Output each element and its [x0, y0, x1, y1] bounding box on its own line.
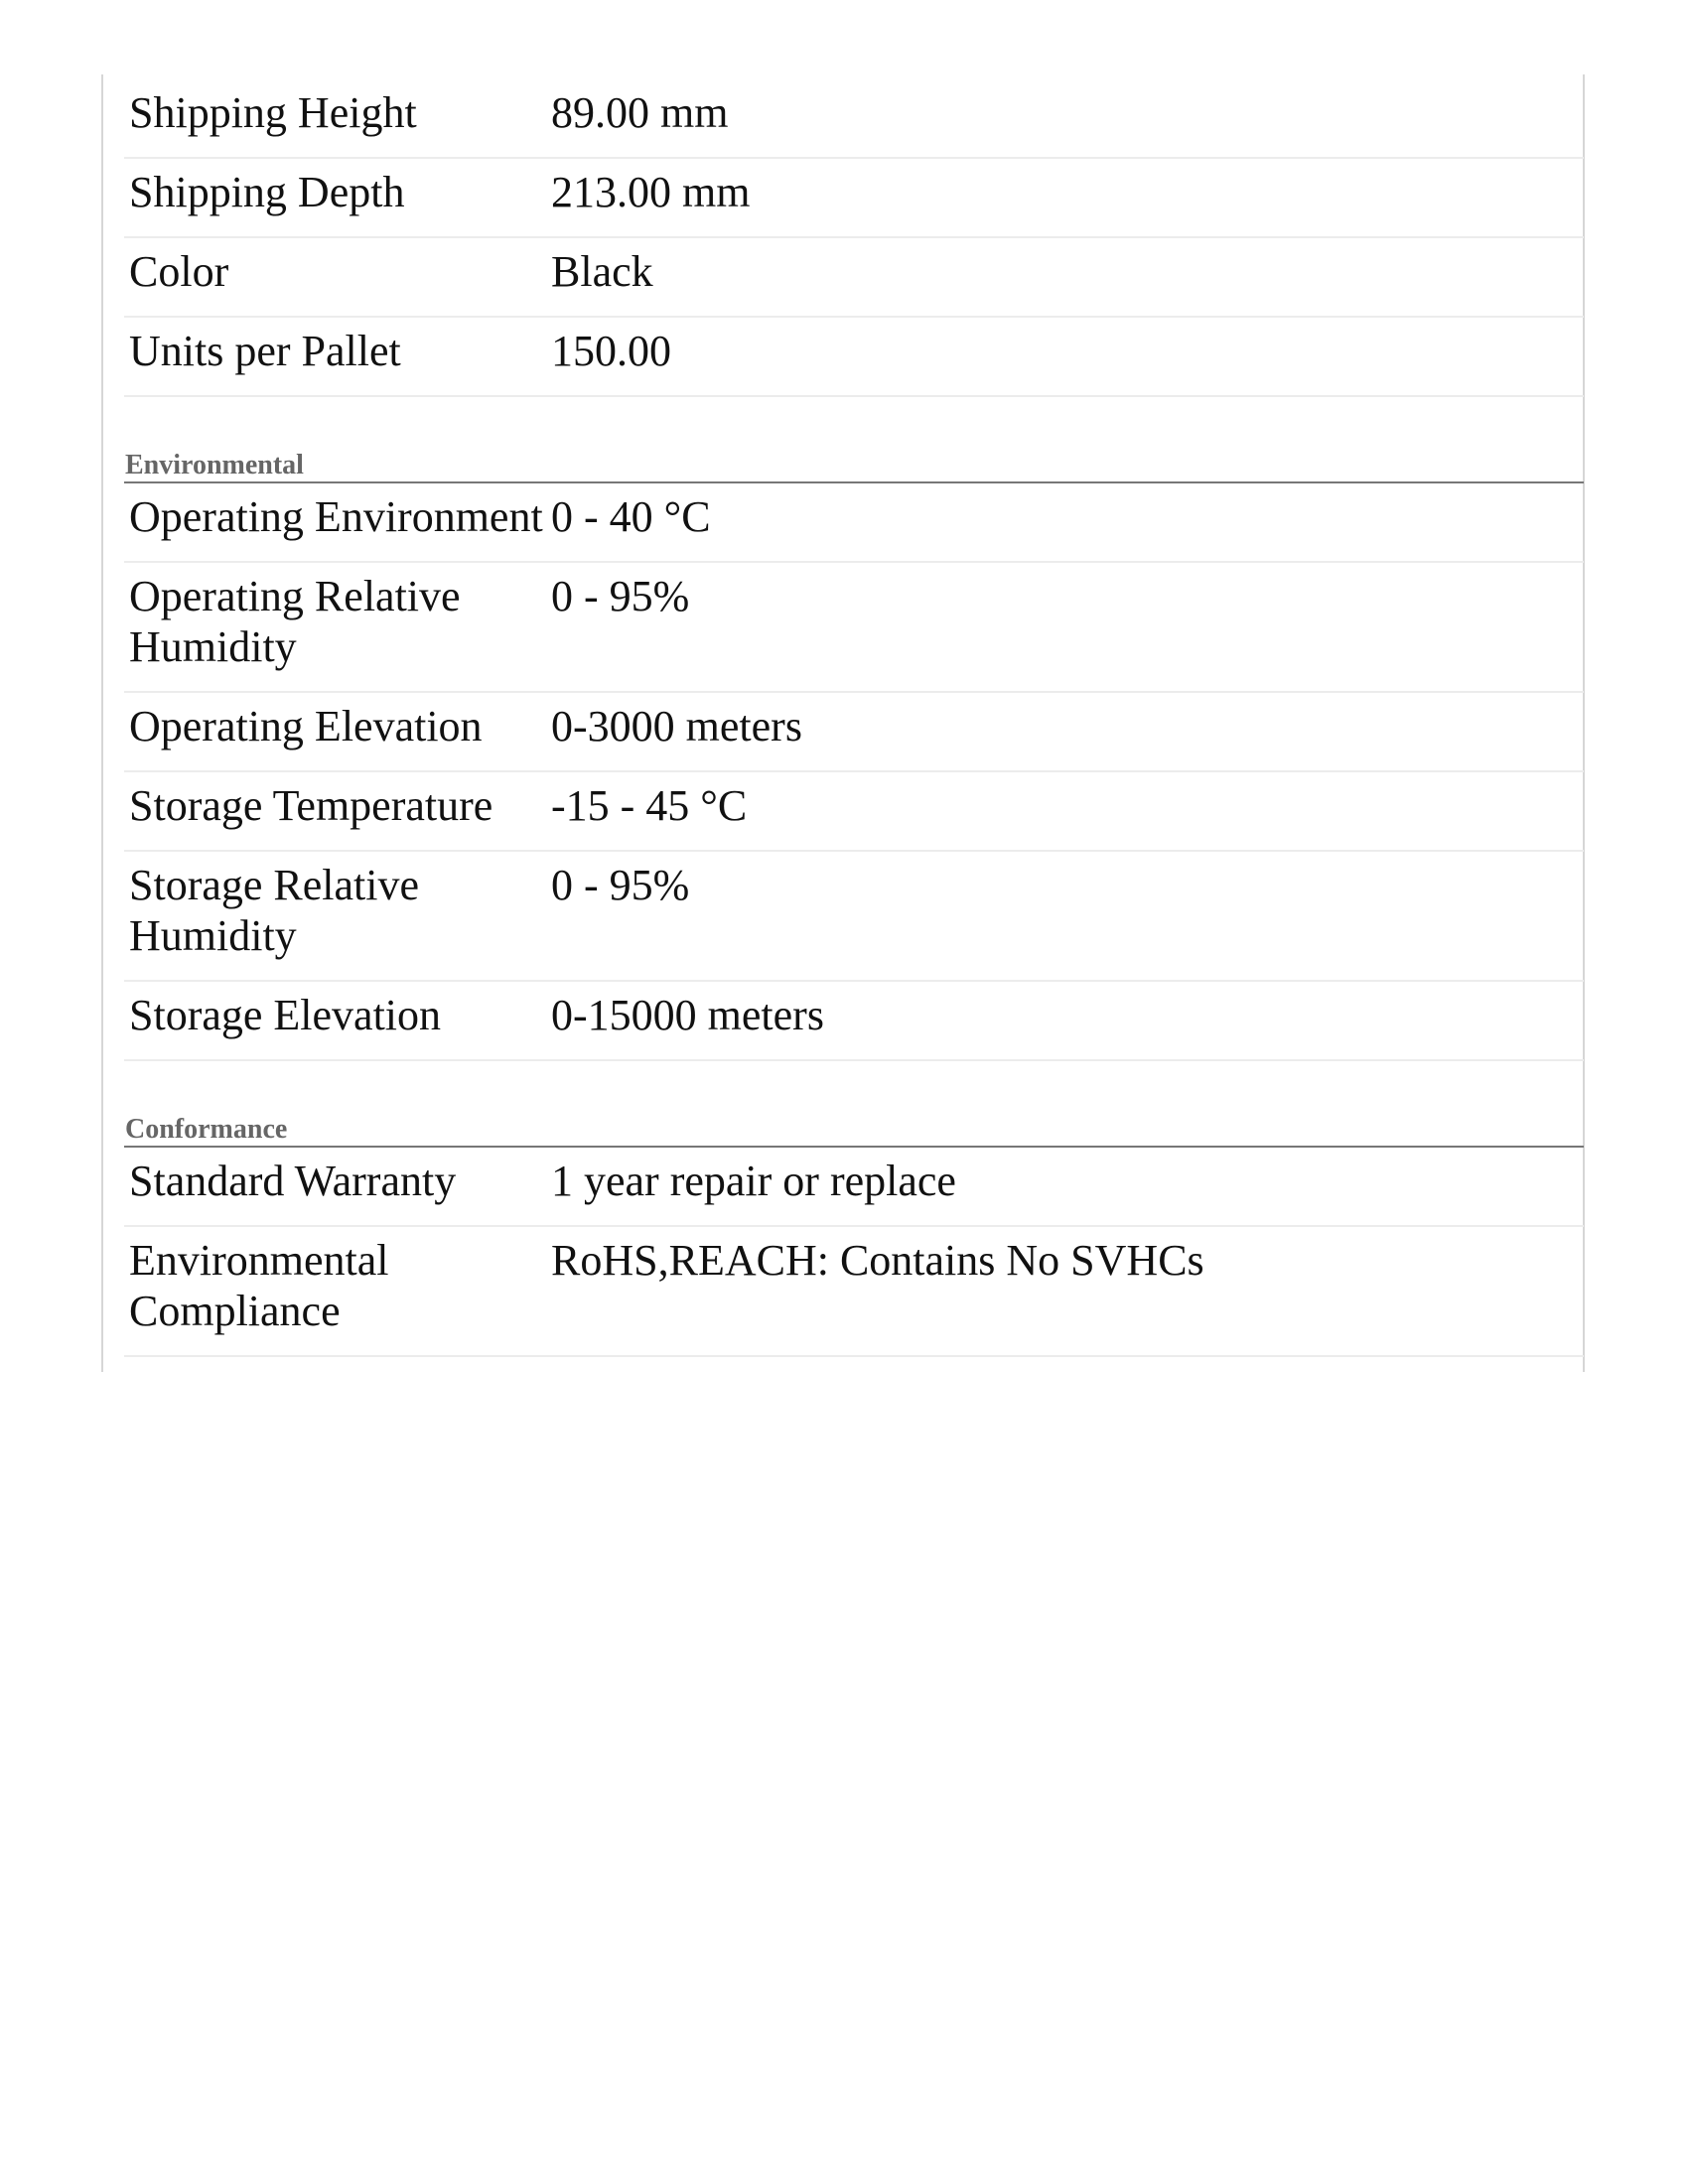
spec-row-storage-relative-humidity: [124, 852, 1584, 982]
spec-label: Shipping Depth: [129, 168, 405, 216]
spec-row-standard-warranty: [124, 1148, 1584, 1227]
section-title: Environmental: [125, 450, 304, 480]
spec-label: Storage Temperature: [129, 781, 493, 830]
section-header-environmental: [124, 397, 1584, 483]
spec-row-environmental-compliance: [124, 1227, 1584, 1357]
spec-label: Standard Warranty: [129, 1157, 457, 1205]
spec-label: Storage Relative Humidity: [129, 861, 420, 960]
spec-label: Operating Elevation: [129, 702, 483, 751]
spec-value: 1 year repair or replace: [551, 1157, 956, 1205]
spec-table: [124, 79, 1584, 1357]
spec-label: Color: [129, 247, 229, 296]
spec-label: Operating Relative Humidity: [129, 572, 461, 671]
spec-label: Shipping Height: [129, 88, 417, 137]
spec-row-operating-relative-humidity: [124, 563, 1584, 693]
spec-value: -15 - 45 °C: [551, 781, 748, 830]
spec-value: Black: [551, 247, 653, 296]
spec-row-operating-environment: [124, 483, 1584, 563]
spec-value: 150.00: [551, 327, 671, 375]
spec-value: 0 - 95%: [551, 861, 690, 909]
spec-row-storage-temperature: [124, 772, 1584, 852]
spec-label: Operating Environment: [129, 492, 543, 541]
spec-value: 0-3000 meters: [551, 702, 802, 751]
spec-label: Units per Pallet: [129, 327, 401, 375]
spec-value: 0-15000 meters: [551, 991, 824, 1039]
spec-label: Environmental Compliance: [129, 1236, 389, 1335]
section-header-conformance: [124, 1061, 1584, 1148]
spec-value: 89.00 mm: [551, 88, 729, 137]
spec-value: 213.00 mm: [551, 168, 751, 216]
section-title: Conformance: [125, 1114, 288, 1145]
spec-value: 0 - 95%: [551, 572, 690, 620]
spec-row-shipping-depth: [124, 159, 1584, 238]
spec-value: RoHS,REACH: Contains No SVHCs: [551, 1236, 1204, 1285]
spec-label: Storage Elevation: [129, 991, 442, 1039]
spec-row-shipping-height: [124, 79, 1584, 159]
spec-row-operating-elevation: [124, 693, 1584, 772]
spec-row-storage-elevation: [124, 982, 1584, 1061]
spec-row-units-per-pallet: [124, 318, 1584, 397]
spec-value: 0 - 40 °C: [551, 492, 711, 541]
spec-row-color: [124, 238, 1584, 318]
